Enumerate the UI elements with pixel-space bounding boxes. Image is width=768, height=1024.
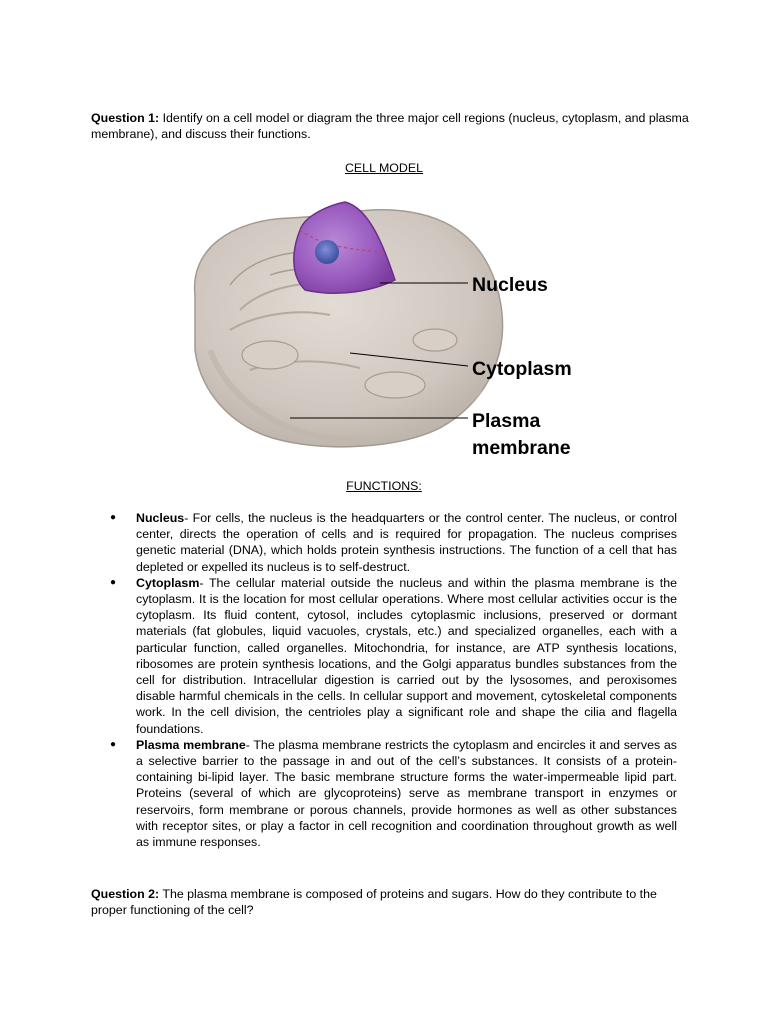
list-item-cytoplasm [110, 575, 677, 737]
functions-list [110, 510, 677, 850]
list-item-plasma-membrane [110, 737, 677, 850]
cell-model-figure [170, 190, 600, 460]
label-membrane: membrane [472, 437, 571, 459]
label-plasma: Plasma [472, 410, 541, 432]
question-2-text: The plasma membrane is composed of proteins and sugars. How do they contribute to the proper functioning of the cell? [91, 887, 657, 918]
question-2-label: Question 2: [91, 887, 160, 901]
functions-heading: FUNCTIONS: [346, 479, 422, 493]
question-1-text: Identify on a cell model or diagram the three major cell regions (nucleus, cytoplasm, and plasma membrane), and discuss their functions. [91, 111, 689, 142]
desc-cytoplasm: - The cellular material outside the nucleus and within the plasma membrane is the cytoplasm. It is the location for most cellular operations. Where most cellular activities occur is the cytoplasm. Its fluid content, cytosol, includes cytoplasmic inclusions, preserved or dormant materials (fat globules, liquid vacuoles, crystals, etc.) and specialized organelles, each with a particular function, called organelles. Mitochondria, for instance, are ATP synthesis locations, ribosomes are protein synthesis locations, and the Golgi apparatus bundles substances from the cell for distribution. Intracellular digestion is carried out by the lysosomes, and peroxisomes disable harmful chemicals in the cells. In cellular support and movement, cytoskeletal components work. In the cell division, the centrioles play a significant role and shape the cilia and flagella foundations. [136, 575, 677, 736]
question-2 [91, 886, 691, 918]
list-item-nucleus [110, 510, 677, 575]
term-cytoplasm: Cytoplasm [136, 575, 200, 590]
label-nucleus: Nucleus [472, 274, 548, 296]
question-1-label: Question 1: [91, 111, 160, 125]
term-plasma-membrane: Plasma membrane [136, 737, 246, 752]
cell-model-heading: CELL MODEL [344, 161, 424, 175]
term-nucleus: Nucleus [136, 511, 185, 525]
question-1 [91, 110, 691, 142]
label-cytoplasm: Cytoplasm [472, 358, 572, 380]
desc-plasma-membrane: - The plasma membrane restricts the cytoplasm and encircles it and serves as a selective barrier to the passage in and out of the cell’s substances. It consists of a protein-containing bi-lipid layer. The basic membrane structure forms the water-impermeable lipid part. Proteins (several of which are glycoproteins) serve as membrane transport in enzymes or reservoirs, form membrane or porous channels, provide hormones as well as other substances with receptor sites, or play a factor in cell recognition and coordination throughout growth as well as immune responses. [136, 737, 677, 850]
desc-nucleus: - For cells, the nucleus is the headquarters or the control center. The nucleus, or control center, directs the operation of cells and is required for propagation. The nucleus comprises genetic material (DNA), which holds protein synthesis instructions. The function of a cell that has depleted or expelled its nucleus is to self-destruct. [136, 511, 677, 574]
